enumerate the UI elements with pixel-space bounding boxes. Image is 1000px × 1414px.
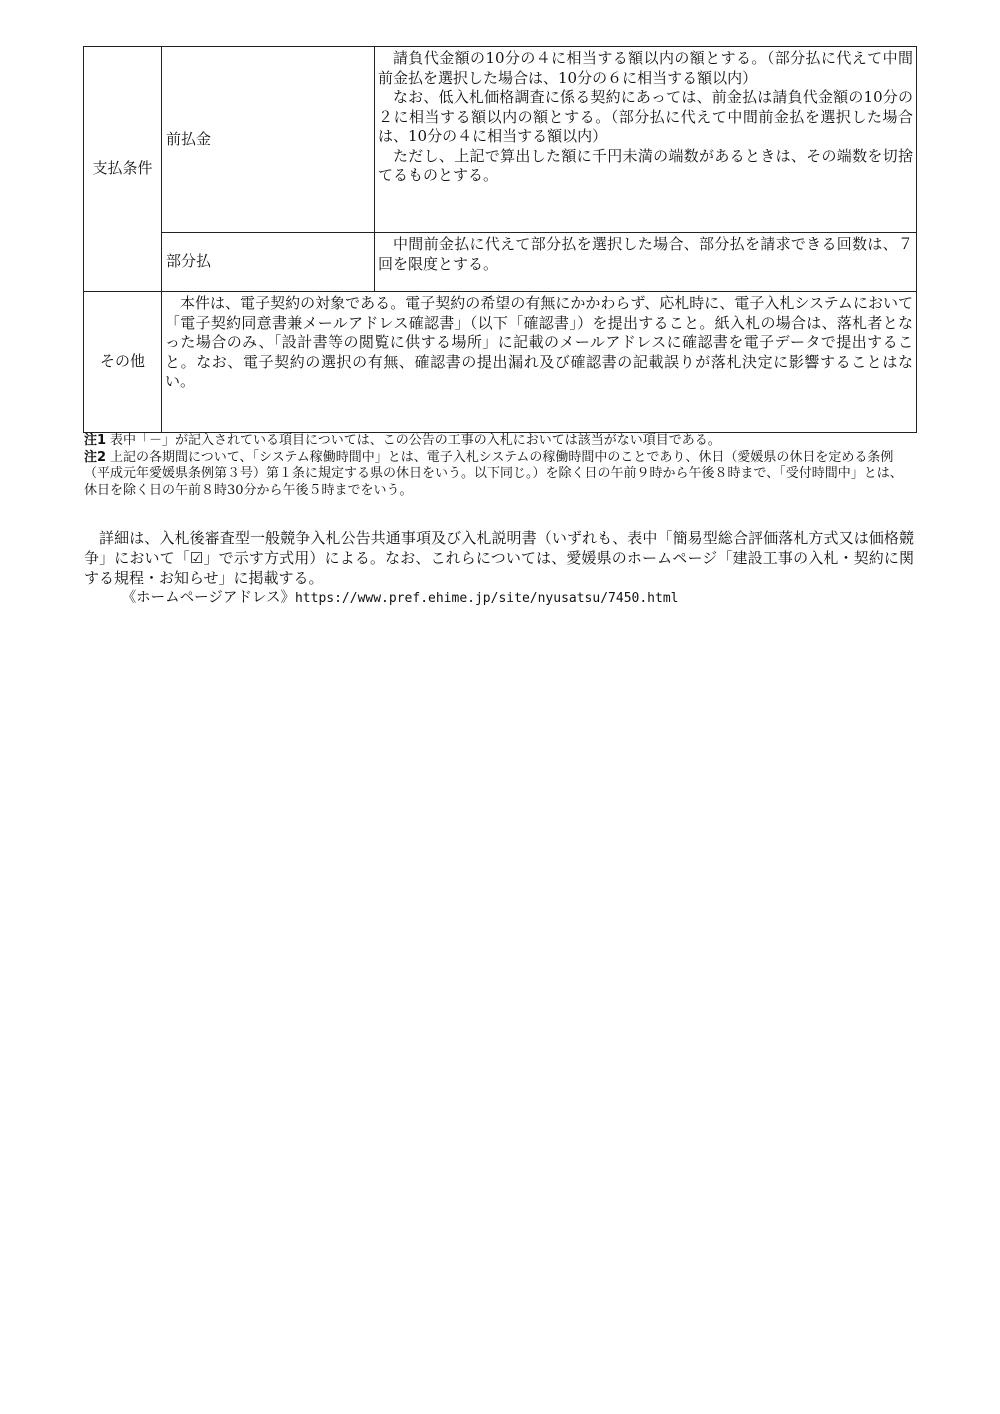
table-row-advance-payment [84,47,917,233]
footnote-2-label: 注2 [84,449,107,465]
other-paragraph: 本件は、電子契約の対象である。電子契約の希望の有無にかかわらず、応札時に、電子入札システムにおいて「電子契約同意書兼メールアドレス確認書」（以下「確認書」）を提出すること。紙入札の場合は、落札者となった場合のみ、「設計書等の閲覧に供する場所」に記載のメールアドレスに確認書を電子データで提出すること。なお、電子契約の選択の有無、確認書の提出漏れ及び確認書の記載誤りが落札決定に影響することはない。 [165,294,913,390]
details-text: 詳細は、入札後審査型一般競争入札公告共通事項及び入札説明書（いずれも、表中「簡易型総合評価落札方式又は価格競争」において「☑」で示す方式用）による。なお、これらについては、愛媛県のホームページ「建設工事の入札・契約に関する規程・お知らせ」に掲載する。 [84,529,914,587]
table-row-partial-payment [84,233,917,292]
footnote-2 [84,450,914,500]
advance-payment-paragraph: 請負代金額の10分の４に相当する額以内の額とする。（部分払に代えて中間前金払を選択した場合は、10分の６に相当する額以内） [378,49,913,87]
other-label: その他 [84,292,162,433]
other-content [162,292,917,433]
conditions-table [83,46,917,433]
partial-payment-content [375,233,917,292]
payment-conditions-label: 支払条件 [84,47,162,292]
footnote-1 [84,433,914,450]
advance-payment-content [375,47,917,233]
advance-payment-label: 前払金 [162,47,375,233]
homepage-address-line [84,588,914,609]
homepage-url[interactable]: https://www.pref.ehime.jp/site/nyusatsu/7450.html [294,591,679,606]
footnote-1-text: 表中「－」が記入されている項目については、この公告の工事の入札においては該当がない項目である。 [110,433,721,448]
homepage-address-label: 《ホームページアドレス》 [121,590,295,606]
footnote-2-text: 上記の各期間について、「システム稼働時間中」とは、電子入札システムの稼働時間中のことであり、休日（愛媛県の休日を定める条例（平成元年愛媛県条例第３号）第１条に規定する県の休日をいう。以下同じ。）を除く日の午前９時から午後８時まで、「受付時間中」とは、休日を除く日の午前８時30分から午後５時までをいう。 [84,449,903,498]
advance-payment-paragraph: なお、低入札価格調査に係る契約にあっては、前金払は請負代金額の10分の２に相当する額以内の額とする。（部分払に代えて中間前金払を選択した場合は、10分の４に相当する額以内） [378,88,913,145]
details-section [84,528,914,609]
footnote-1-label: 注1 [84,433,107,448]
partial-payment-label: 部分払 [162,233,375,292]
advance-payment-paragraph: ただし、上記で算出した額に千円未満の端数があるときは、その端数を切捨てるものとする。 [378,146,913,184]
table-row-other [84,292,917,433]
partial-payment-paragraph: 中間前金払に代えて部分払を選択した場合、部分払を請求できる回数は、７回を限度とする。 [378,235,913,273]
footnotes [84,433,914,499]
